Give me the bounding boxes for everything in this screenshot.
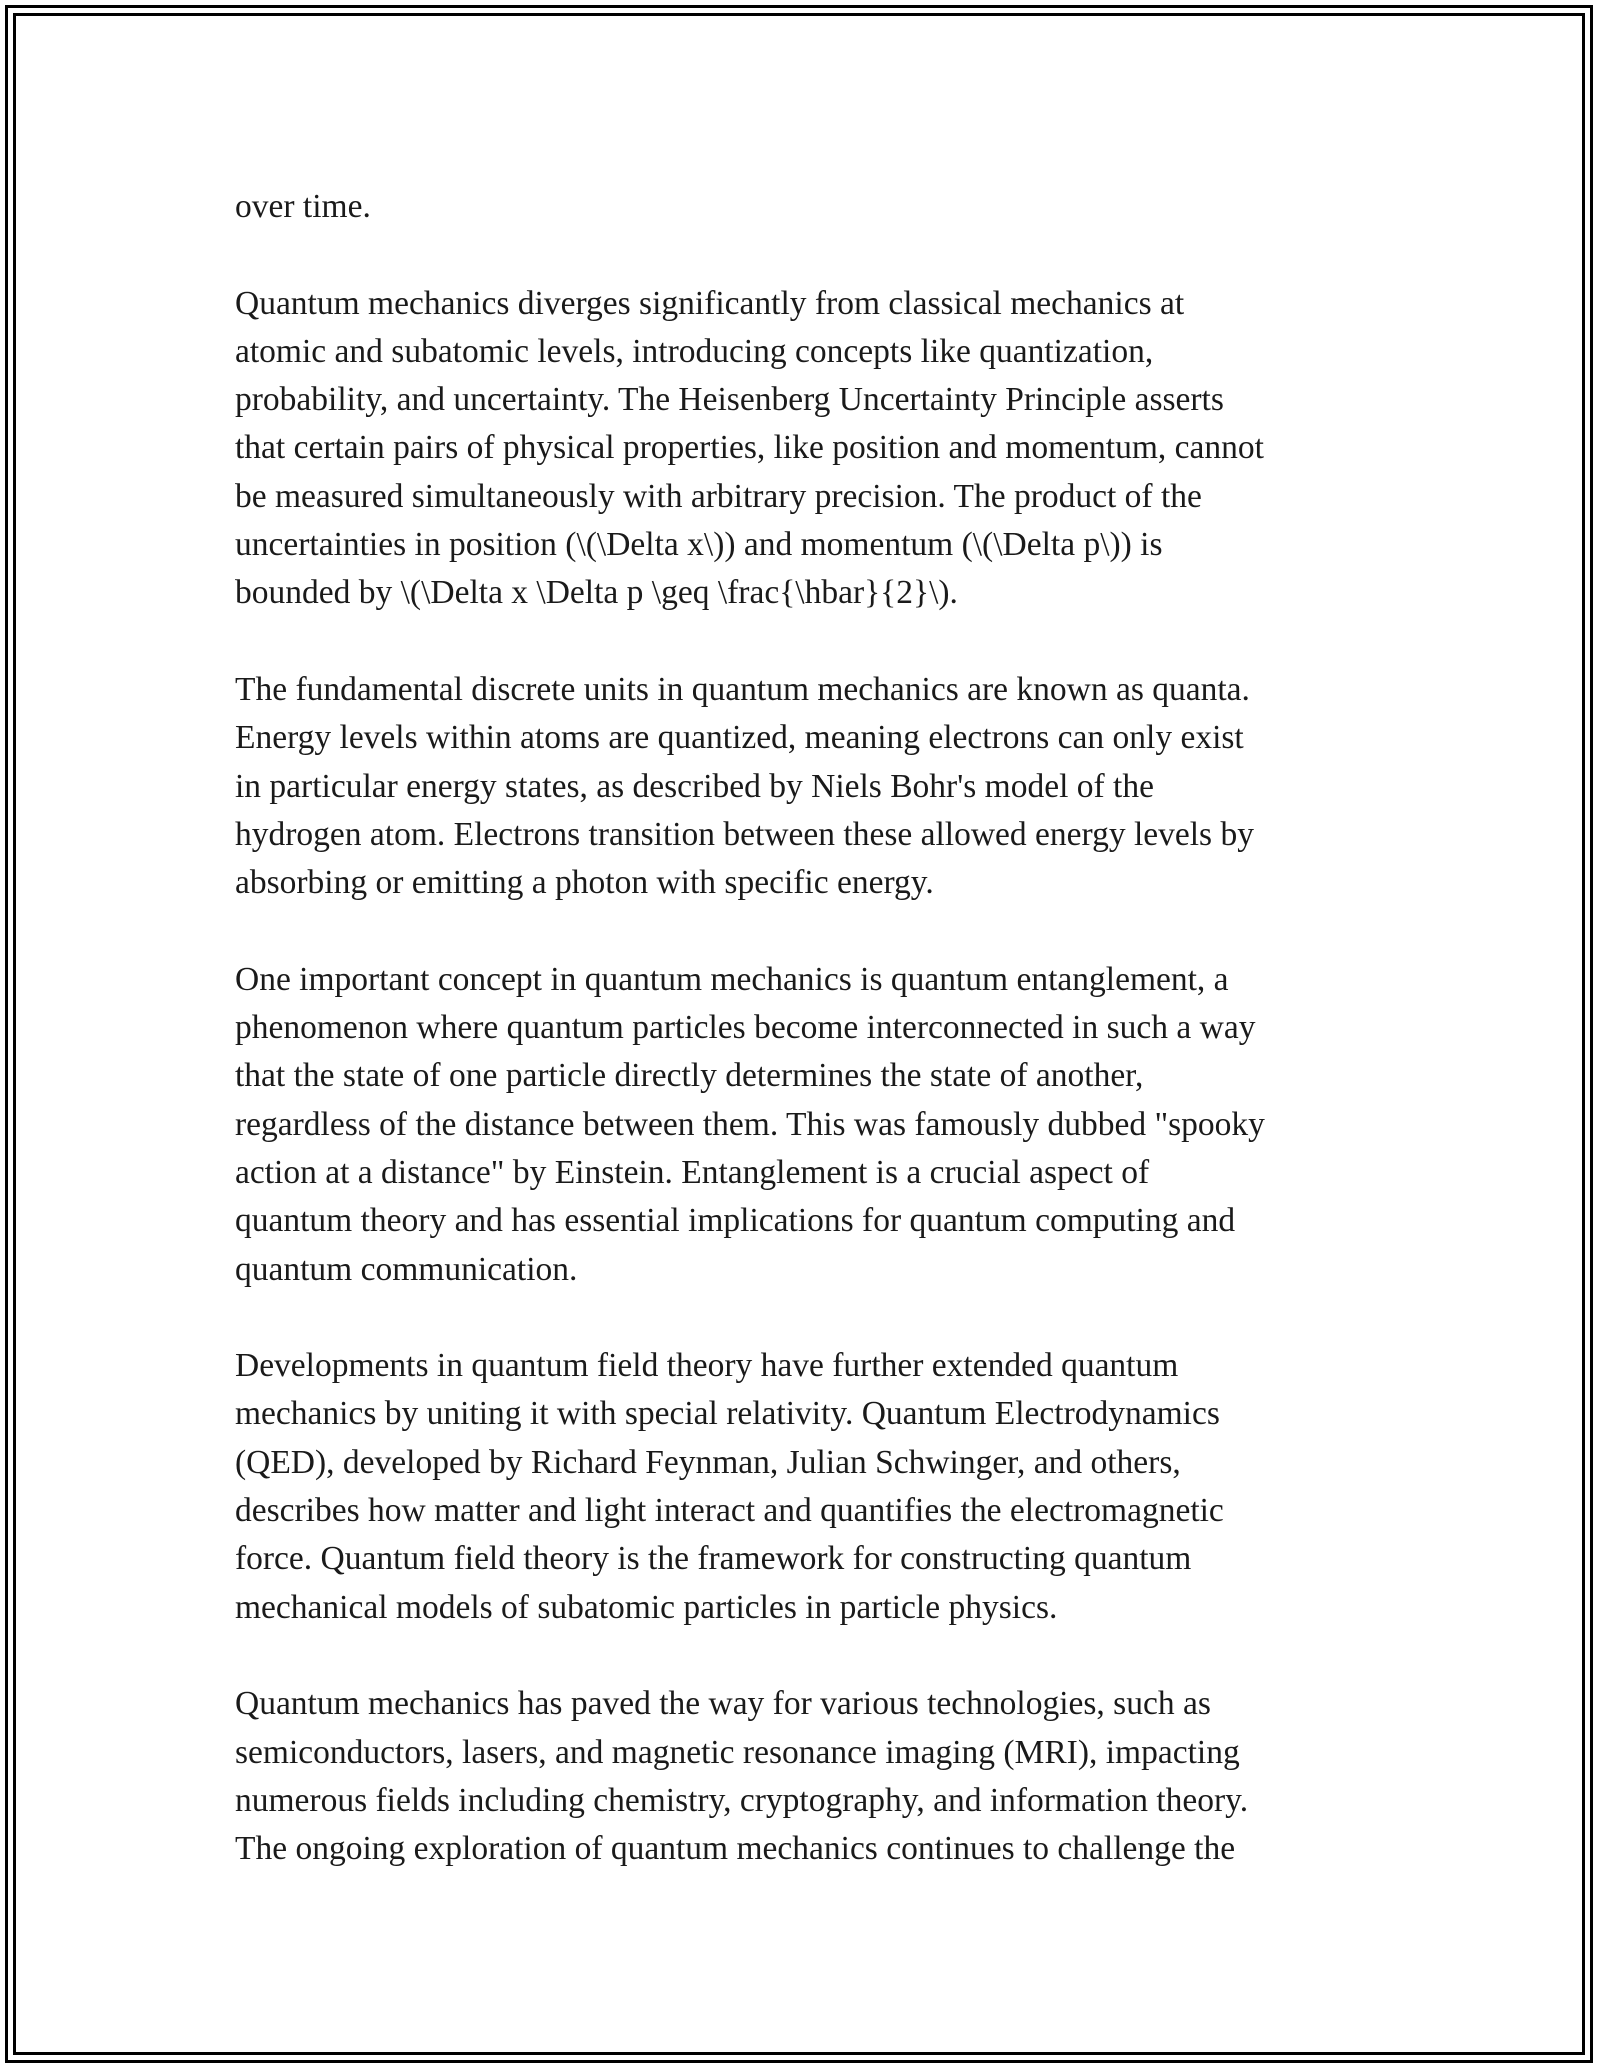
- document-body: [235, 183, 1375, 1922]
- text-line: mechanics by uniting it with special relativity. Quantum Electrodynamics: [235, 1395, 1220, 1433]
- text-line: bounded by \(\Delta x \Delta p \geq \frac{\hbar}{2}\).: [235, 574, 958, 612]
- paragraph-2: [235, 280, 1375, 618]
- text-line: be measured simultaneously with arbitrary precision. The product of the: [235, 477, 1202, 515]
- text-line: regardless of the distance between them. This was famously dubbed "spooky: [235, 1105, 1265, 1143]
- text-line: semiconductors, lasers, and magnetic resonance imaging (MRI), impacting: [235, 1733, 1240, 1771]
- text-line: Quantum mechanics has paved the way for various technologies, such as: [235, 1685, 1211, 1723]
- text-line: absorbing or emitting a photon with specific energy.: [235, 864, 934, 902]
- text-line: describes how matter and light interact and quantifies the electromagnetic: [235, 1492, 1224, 1530]
- paragraph-1: [235, 183, 1375, 231]
- text-line: atomic and subatomic levels, introducing concepts like quantization,: [235, 332, 1154, 370]
- text-line: that the state of one particle directly determines the state of another,: [235, 1057, 1144, 1095]
- text-line: over time.: [235, 188, 371, 225]
- paragraph-5: [235, 1342, 1375, 1632]
- text-line: The ongoing exploration of quantum mechanics continues to challenge the: [235, 1830, 1236, 1868]
- paragraph-6: [235, 1680, 1375, 1873]
- paragraph-3: [235, 666, 1375, 907]
- paragraph-4: [235, 956, 1375, 1294]
- text-line: action at a distance" by Einstein. Entanglement is a crucial aspect of: [235, 1153, 1150, 1191]
- text-line: Quantum mechanics diverges significantly from classical mechanics at: [235, 284, 1185, 322]
- text-line: quantum communication.: [235, 1250, 578, 1288]
- text-line: Energy levels within atoms are quantized, meaning electrons can only exist: [235, 719, 1244, 757]
- text-line: hydrogen atom. Electrons transition between these allowed energy levels by: [235, 815, 1254, 853]
- text-line: force. Quantum field theory is the framework for constructing quantum: [235, 1540, 1192, 1578]
- text-line: One important concept in quantum mechanics is quantum entanglement, a: [235, 960, 1229, 998]
- text-line: The fundamental discrete units in quantum mechanics are known as quanta.: [235, 670, 1250, 708]
- text-line: that certain pairs of physical properties, like position and momentum, cannot: [235, 429, 1264, 467]
- text-line: probability, and uncertainty. The Heisenberg Uncertainty Principle asserts: [235, 381, 1224, 419]
- text-line: numerous fields including chemistry, cryptography, and information theory.: [235, 1781, 1249, 1819]
- text-line: in particular energy states, as described by Niels Bohr's model of the: [235, 767, 1154, 805]
- text-line: mechanical models of subatomic particles in particle physics.: [235, 1588, 1058, 1626]
- text-line: uncertainties in position (\(\Delta x\)) and momentum (\(\Delta p\)) is: [235, 526, 1163, 564]
- text-line: quantum theory and has essential implications for quantum computing and: [235, 1202, 1236, 1240]
- text-line: (QED), developed by Richard Feynman, Julian Schwinger, and others,: [235, 1443, 1181, 1481]
- text-line: phenomenon where quantum particles become interconnected in such a way: [235, 1009, 1256, 1047]
- text-line: Developments in quantum field theory have further extended quantum: [235, 1347, 1179, 1385]
